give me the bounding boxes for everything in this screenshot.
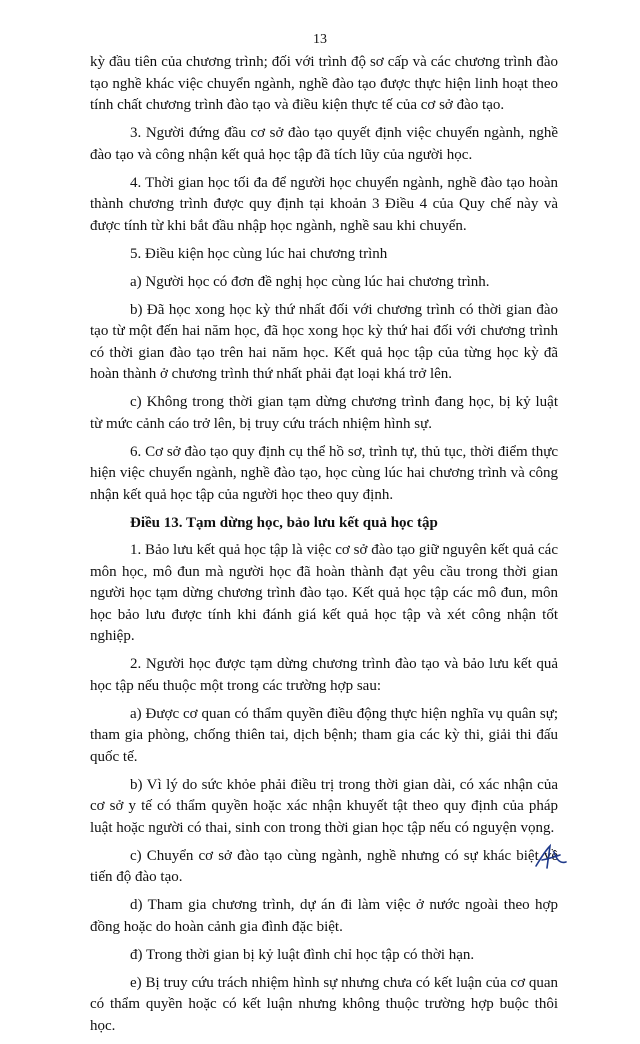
paragraph: 6. Cơ sở đào tạo quy định cụ thể hồ sơ, trình tự, thủ tục, thời điểm thực hiện việc chuyển ngành, nghề đào tạo, học cùng lúc hai chương trình và công nhận kết quả học tập của người học theo quy định.: [90, 443, 558, 503]
paragraph: a) Được cơ quan có thẩm quyền điều động thực hiện nghĩa vụ quân sự; tham gia phòng, chống thiên tai, dịch bệnh; tham gia các kỳ thi, giải thi đấu quốc tế.: [90, 705, 558, 765]
paragraph: 5. Điều kiện học cùng lúc hai chương trình: [130, 245, 388, 262]
initial-signature-icon: [532, 842, 572, 872]
page-number: 13: [313, 32, 327, 47]
paragraph: c) Không trong thời gian tạm dừng chương trình đang học, bị kỷ luật từ mức cảnh cáo trở lên, bị truy cứu trách nhiệm hình sự.: [90, 394, 558, 432]
paragraph: c) Chuyển cơ sở đào tạo cùng ngành, nghề nhưng có sự khác biệt về tiến độ đào tạo.: [90, 847, 558, 885]
paragraph: đ) Trong thời gian bị kỷ luật đình chỉ học tập có thời hạn.: [130, 946, 475, 963]
paragraph: d) Tham gia chương trình, dự án đi làm việc ở nước ngoài theo hợp đồng hoặc do hoàn cảnh gia đình đặc biệt.: [90, 897, 558, 935]
section-after: [90, 540, 558, 1037]
article-heading: Điều 13. Tạm dừng học, bảo lưu kết quả học tập: [130, 514, 438, 531]
paragraph: 3. Người đứng đầu cơ sở đào tạo quyết định việc chuyển ngành, nghề đào tạo và công nhận kết quả học tập đã tích lũy của người học.: [90, 125, 558, 163]
paragraph: a) Người học có đơn đề nghị học cùng lúc hai chương trình.: [130, 273, 490, 290]
document-body: [90, 52, 558, 1044]
paragraph: e) Bị truy cứu trách nhiệm hình sự nhưng chưa có kết luận của cơ quan có thẩm quyền hoặc có kết luận nhưng không thuộc trường hợp buộc thôi học.: [90, 974, 558, 1034]
paragraph: kỳ đầu tiên của chương trình; đối với trình độ sơ cấp và các chương trình đào tạo nghề khác việc chuyển ngành, nghề đào tạo được thực hiện linh hoạt theo tính chất chương trình đào tạo và điều kiện thực tế của cơ sở đào tạo.: [90, 54, 558, 113]
paragraph: 2. Người học được tạm dừng chương trình đào tạo và bảo lưu kết quả học tập nếu thuộc một trong các trường hợp sau:: [90, 656, 558, 694]
paragraph: b) Vì lý do sức khỏe phải điều trị trong thời gian dài, có xác nhận của cơ sở y tế có thẩm quyền hoặc xác nhận khuyết tật theo quy định của pháp luật hoặc người có thai, sinh con trong thời gian học tập nếu có nguyện vọng.: [90, 776, 558, 836]
paragraph: 1. Bảo lưu kết quả học tập là việc cơ sở đào tạo giữ nguyên kết quả các môn học, mô đun mà người học đã hoàn thành đạt yêu cầu trong thời gian người học tạm dừng chương trình đào tạo. Kết quả học tập các mô đun, môn học bảo lưu được tính khi đánh giá kết quả học tập và xét công nhận tốt nghiệp.: [90, 542, 558, 644]
paragraph: 4. Thời gian học tối đa để người học chuyển ngành, nghề đào tạo hoàn thành chương trình được quy định tại khoản 3 Điều 4 của Quy chế này và được tính từ khi bắt đầu nhập học ngành, nghề sau khi chuyển.: [90, 174, 558, 234]
paragraph: b) Đã học xong học kỳ thứ nhất đối với chương trình có thời gian đào tạo từ một đến hai năm học, đã học xong học kỳ thứ hai đối với chương trình có thời gian đào tạo trên hai năm học. Kết quả học tập của từng học kỳ đã hoàn thành ở chương trình thứ nhất phải đạt loại khá trở lên.: [90, 301, 558, 382]
section-before: [90, 52, 558, 506]
